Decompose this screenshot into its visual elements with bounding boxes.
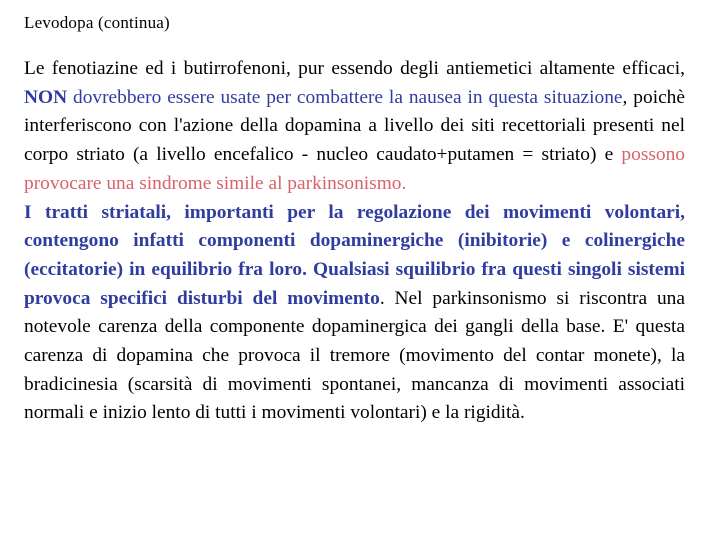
slide-title: Levodopa (continua): [24, 13, 170, 32]
p1-text-1: Le fenotiazine ed i butirrofenoni, pur essendo degli antiemetici altamente efficaci,: [24, 58, 685, 79]
paragraph-2: [24, 202, 685, 424]
p1-emphasis-non: NON: [24, 86, 68, 108]
p2-text: . Nel parkinsonismo si riscontra una notevole carenza della componente dopaminergica dei gangli della base. E' questa carenza di dopamina che provoca il tremore (movimento del contar monete), la bradicinesia (scarsità di movimenti spontanei, mancanza di movimenti associati normali e inizio lento di tutti i movimenti volontari) e la rigidità.: [24, 287, 685, 424]
p1-blue-text: dovrebbero essere usate per combattere la nausea in questa situazione: [67, 86, 623, 108]
slide-body: [24, 55, 685, 428]
p1-text-2: , poichè interferiscono con l'azione della dopamina a livello dei siti recettoriali presenti nel corpo striato (a livello encefalico - nucleo caudato+putamen = striato) e: [24, 86, 685, 166]
paragraph-1: [24, 58, 685, 194]
p1-pink-text: possono provocare una sindrome simile al parkinsonismo.: [24, 144, 685, 194]
p2-blue-bold-text: I tratti striatali, importanti per la regolazione dei movimenti volontari, contengono infatti componenti dopaminergiche (inibitorie) e colinergiche (eccitatorie) in equilibrio fra loro. Qualsiasi squilibrio fra questi singoli sistemi provoca specifici disturbi del movimento: [24, 201, 685, 309]
